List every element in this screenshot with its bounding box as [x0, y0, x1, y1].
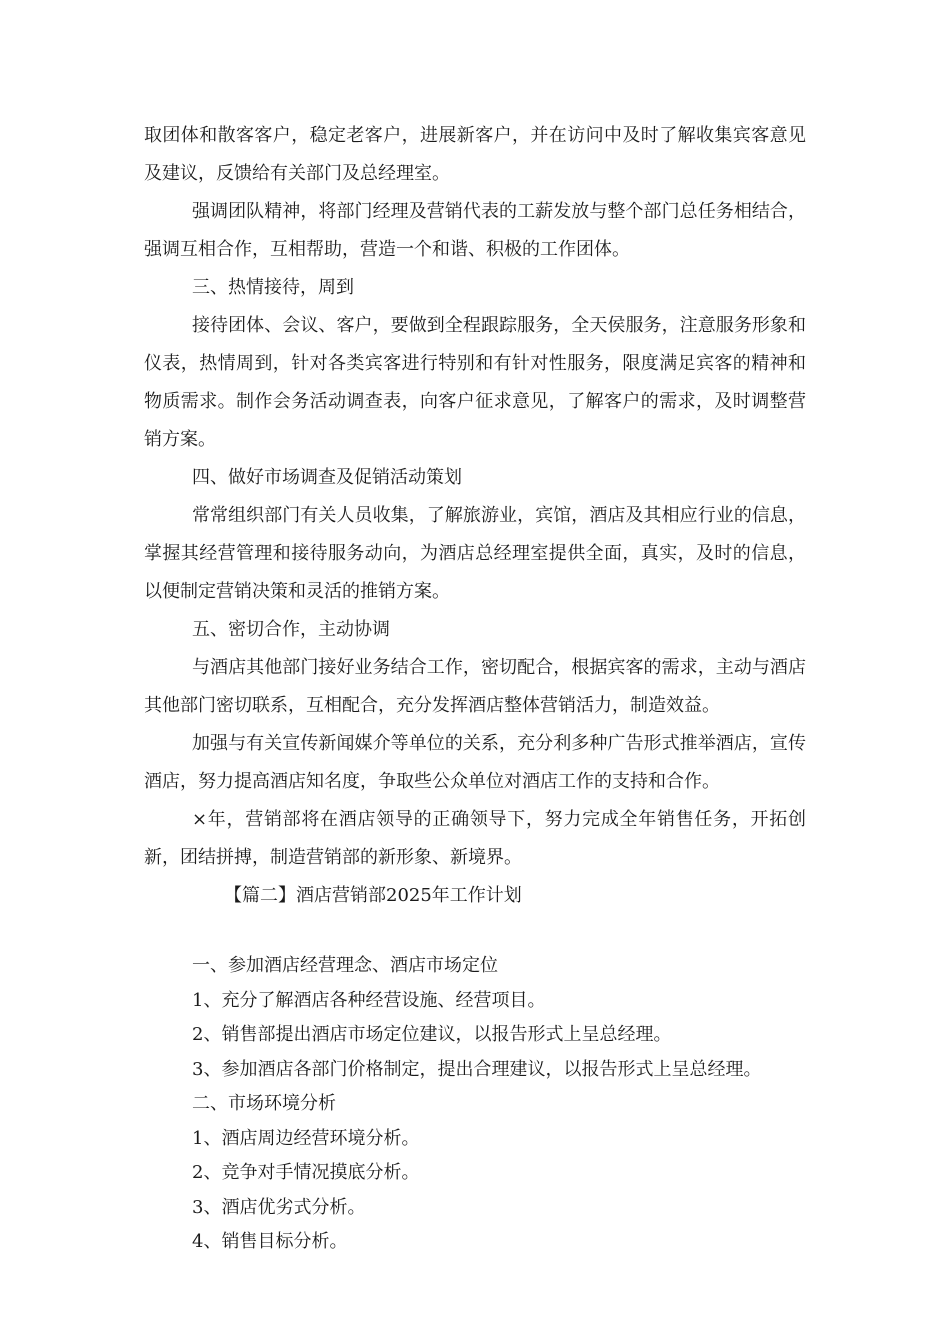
paragraph-market-research: 常常组织部门有关人员收集，了解旅游业，宾馆，酒店及其相应行业的信息，掌握其经营管理和接待服务动向，为酒店总经理室提供全面，真实，及时的信息，以便制定营销决策和灵活的推销方案。 — [144, 505, 806, 602]
paragraph-team-spirit: 强调团队精神，将部门经理及营销代表的工薪发放与整个部门总任务相结合，强调互相合作，互相帮助，营造一个和谐、积极的工作团体。 — [144, 201, 806, 260]
list-item: 2、销售部提出酒店市场定位建议，以报告形式上呈总经理。 — [192, 1024, 672, 1045]
document-subtitle: 【篇二】酒店营销部2025年工作计划 — [224, 885, 522, 906]
section-heading-3: 三、热情接待，周到 — [192, 277, 354, 298]
list-item: 3、酒店优劣式分析。 — [192, 1196, 366, 1218]
paragraph-conclusion: ×年，营销部将在酒店领导的正确领导下，努力完成全年销售任务，开拓创新，团结拼搏，制造营销部的新形象、新境界。 — [144, 809, 806, 868]
list-item: 二、市场环境分析 — [192, 1093, 336, 1114]
list-item: 3、参加酒店各部门价格制定，提出合理建议，以报告形式上呈总经理。 — [192, 1058, 762, 1080]
list-item: 1、酒店周边经营环境分析。 — [192, 1127, 420, 1149]
paragraph-cooperation: 与酒店其他部门接好业务结合工作，密切配合，根据宾客的需求，主动与酒店其他部门密切联系，互相配合，充分发挥酒店整体营销活力，制造效益。 — [144, 657, 806, 716]
list-item: 4、销售目标分析。 — [192, 1231, 348, 1252]
blank-line — [144, 915, 806, 949]
section-heading-4: 四、做好市场调查及促销活动策划 — [192, 467, 462, 488]
list-item: 2、竞争对手情况摸底分析。 — [192, 1162, 420, 1183]
paragraph-reception: 接待团体、会议、客户，要做到全程跟踪服务，全天侯服务，注意服务形象和仪表，热情周到，针对各类宾客进行特别和有针对性服务，限度满足宾客的精神和物质需求。制作会务活动调查表，向客户征求意见，了解客户的需求，及时调整营销方案。 — [144, 315, 806, 450]
paragraph-continuation: 取团体和散客客户，稳定老客户，进展新客户，并在访问中及时了解收集宾客意见及建议，反馈给有关部门及总经理室。 — [144, 125, 806, 184]
list-item: 一、参加酒店经营理念、酒店市场定位 — [192, 955, 498, 976]
plan-list — [144, 949, 806, 1260]
document-page — [144, 117, 806, 1260]
paragraph-media: 加强与有关宣传新闻媒介等单位的关系，充分利多种广告形式推举酒店，宣传酒店，努力提高酒店知名度，争取些公众单位对酒店工作的支持和合作。 — [144, 733, 806, 792]
section-heading-5: 五、密切合作，主动协调 — [192, 619, 390, 640]
list-item: 1、充分了解酒店各种经营设施、经营项目。 — [192, 989, 546, 1011]
